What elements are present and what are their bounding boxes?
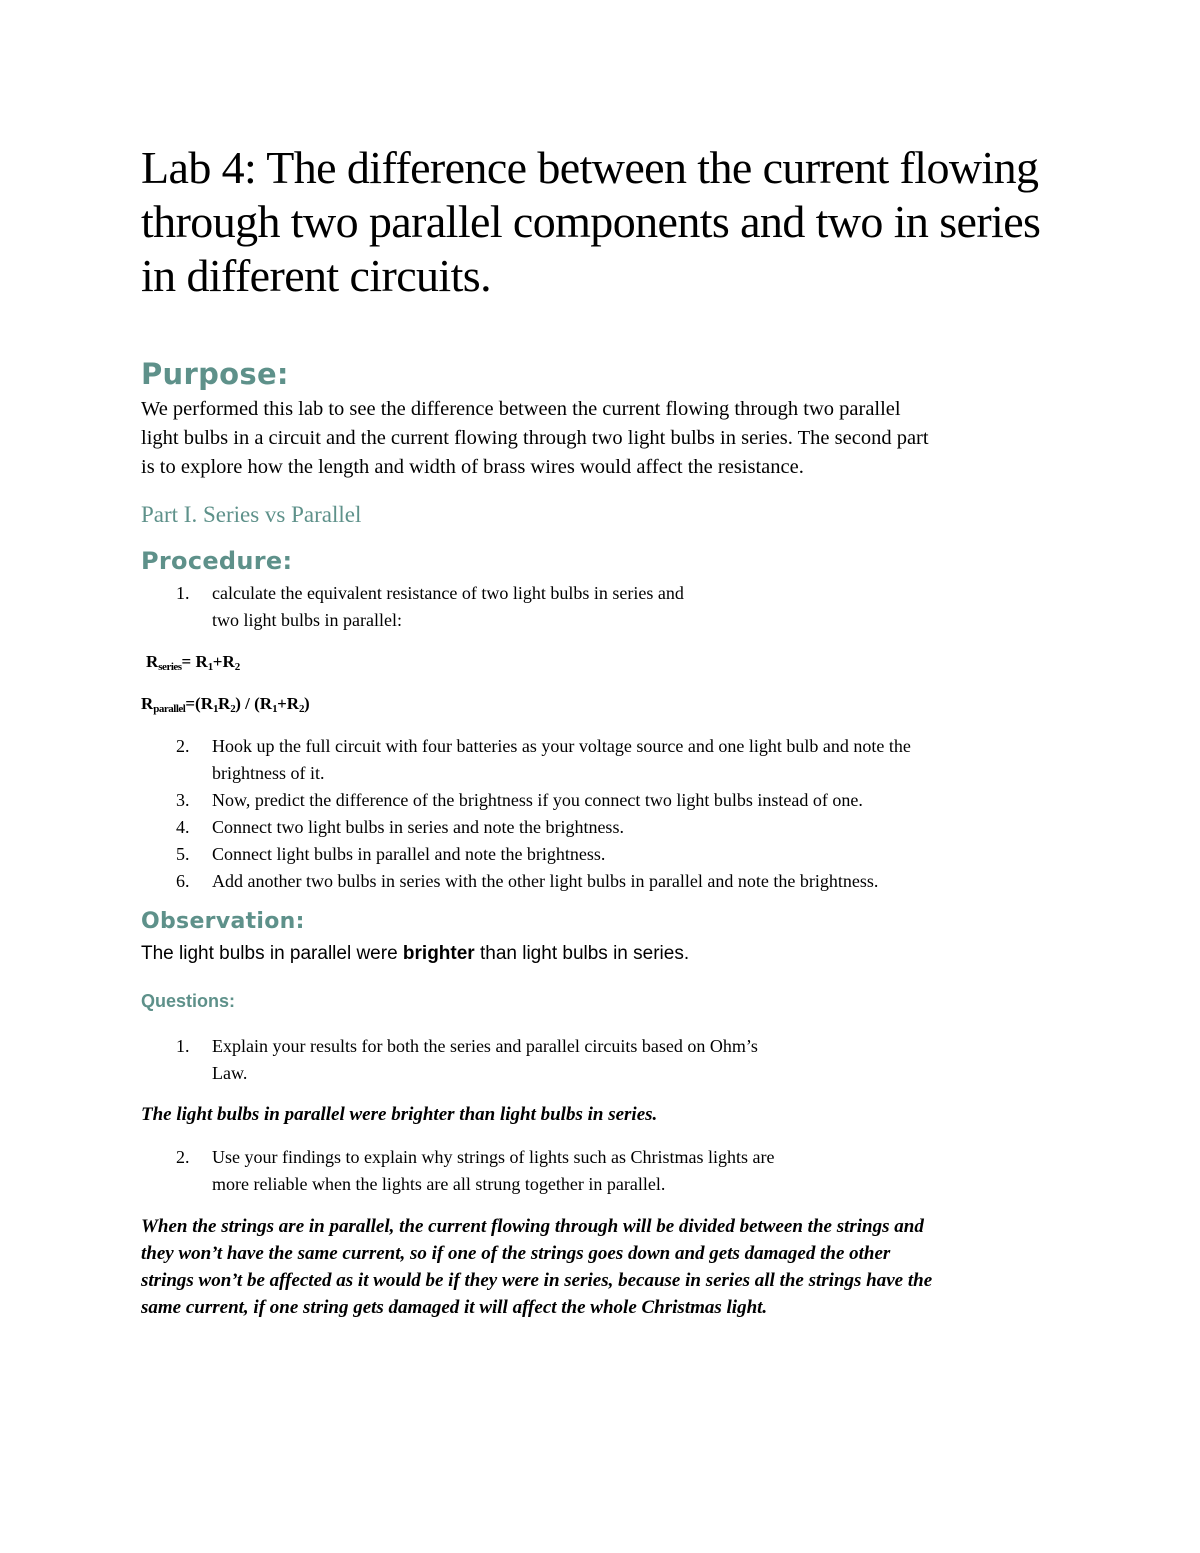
formula-symbol: +R: [212, 652, 235, 671]
procedure-heading: Procedure:: [141, 547, 293, 575]
formula-subscript: parallel: [153, 703, 186, 715]
purpose-heading: Purpose:: [141, 357, 289, 391]
purpose-paragraph: [141, 395, 929, 482]
observation-text: [141, 943, 689, 965]
purpose-line-2: light bulbs in a circuit and the current flowing through two light bulbs in series. The second part: [141, 427, 929, 449]
question-1: [141, 1033, 758, 1087]
answer-1: [141, 1101, 657, 1128]
answer-line: The light bulbs in parallel were brighter than light bulbs in series.: [141, 1104, 658, 1125]
list-item: [141, 1033, 758, 1087]
formula-subscript: series: [158, 661, 182, 673]
step-text: Connect light bulbs in parallel and note the brightness.: [212, 844, 606, 864]
answer-2: [141, 1213, 932, 1321]
answer-line: When the strings are in parallel, the current flowing through will be divided between the strings and: [141, 1216, 924, 1237]
list-item: [141, 580, 684, 634]
question-text: Explain your results for both the series and parallel circuits based on Ohm’s: [212, 1036, 758, 1056]
answer-line: strings won’t be affected as it would be if they were in series, because in series all the strings have the: [141, 1270, 933, 1291]
question-text: Law.: [212, 1063, 248, 1083]
answer-line: same current, if one string gets damaged it will affect the whole Christmas light.: [141, 1297, 768, 1318]
list-item: [141, 814, 911, 841]
step-number: 4.: [176, 817, 190, 837]
step-text: Now, predict the difference of the brightness if you connect two light bulbs instead of one.: [212, 790, 863, 810]
formula-subscript: 1: [212, 703, 218, 715]
formula-symbol: R: [146, 652, 159, 671]
formula-subscript: 2: [234, 661, 240, 673]
question-number: 2.: [176, 1147, 190, 1167]
question-text: Use your findings to explain why strings of lights such as Christmas lights are: [212, 1147, 775, 1167]
list-item: [141, 841, 911, 868]
formula-symbol: =(R: [185, 694, 213, 713]
step-number: 3.: [176, 790, 190, 810]
questions-heading: Questions:: [141, 991, 236, 1011]
part1-heading: Part I. Series vs Parallel: [141, 502, 362, 527]
formula-symbol: ) / (R: [235, 694, 273, 713]
purpose-line-3: is to explore how the length and width of brass wires would affect the resistance.: [141, 456, 804, 478]
formula-symbol: ): [304, 694, 310, 713]
step-number: 2.: [176, 736, 190, 756]
step-number: 6.: [176, 871, 190, 891]
step-text: Add another two bulbs in series with the other light bulbs in parallel and note the brightness.: [212, 871, 879, 891]
purpose-line-1: We performed this lab to see the difference between the current flowing through two parallel: [141, 398, 901, 420]
formula-parallel: [141, 694, 310, 715]
observation-text-start: The light bulbs in parallel were: [141, 943, 403, 964]
step-text: Connect two light bulbs in series and note the brightness.: [212, 817, 624, 837]
formula-symbol: R: [141, 694, 154, 713]
question-2: [141, 1144, 774, 1198]
question-text: more reliable when the lights are all strung together in parallel.: [212, 1174, 666, 1194]
observation-text-end: than light bulbs in series.: [474, 943, 690, 964]
step-text: two light bulbs in parallel:: [212, 610, 402, 630]
step-number: 5.: [176, 844, 190, 864]
step-text: Hook up the full circuit with four batteries as your voltage source and one light bulb and note the: [212, 736, 911, 756]
formula-subscript: 2: [299, 703, 305, 715]
procedure-steps: [141, 733, 911, 895]
formula-subscript: 1: [272, 703, 278, 715]
step-text: calculate the equivalent resistance of two light bulbs in series and: [212, 583, 684, 603]
formula-subscript: 1: [207, 661, 213, 673]
formula-subscript: 2: [230, 703, 236, 715]
observation-heading: Observation:: [141, 909, 305, 934]
formula-symbol: +R: [277, 694, 300, 713]
answer-line: they won’t have the same current, so if one of the strings goes down and gets damaged the other: [141, 1243, 891, 1264]
list-item: [141, 787, 911, 814]
observation-emphasis: brighter: [402, 943, 475, 964]
list-item: [141, 1144, 774, 1198]
list-item: [141, 868, 911, 895]
page-title: [141, 141, 1061, 303]
formula-symbol: = R: [181, 652, 208, 671]
title-line-1: Lab 4: The difference between the current flowing: [141, 142, 1039, 193]
question-number: 1.: [176, 1036, 190, 1056]
list-item: [141, 733, 911, 787]
title-line-3: in different circuits.: [141, 250, 491, 301]
formula-series: [146, 652, 240, 673]
step-number: 1.: [176, 583, 190, 603]
title-line-2: through two parallel components and two in series: [141, 196, 1041, 247]
step-text: brightness of it.: [212, 763, 325, 783]
formula-symbol: R: [217, 694, 231, 713]
procedure-step-1: [141, 580, 684, 634]
